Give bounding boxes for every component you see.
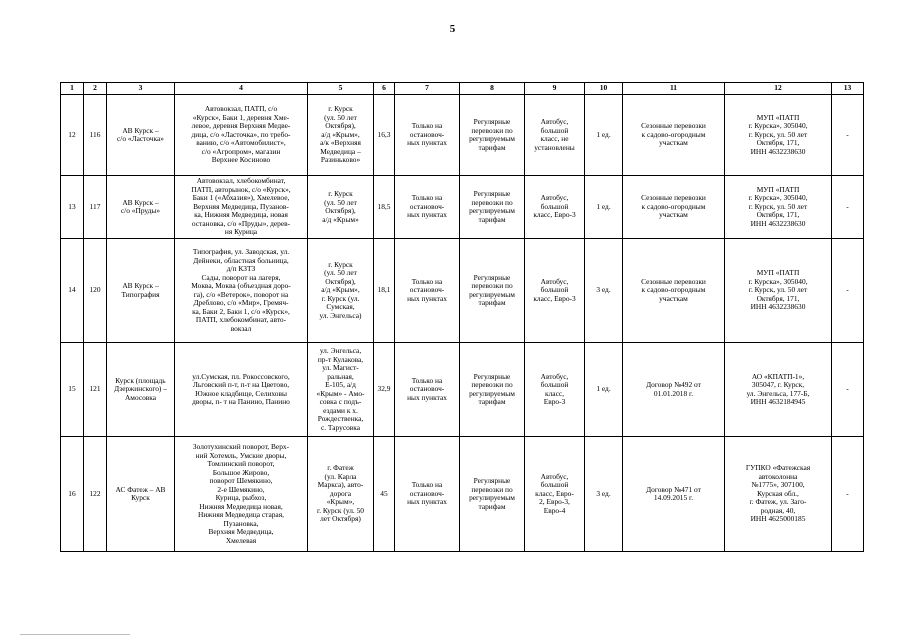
header-cell: 10 (585, 83, 623, 95)
header-cell: 4 (175, 83, 308, 95)
header-cell: 5 (308, 83, 374, 95)
route-name-cell: АВ Курск – Типография (107, 239, 175, 343)
header-cell: 1 (61, 83, 84, 95)
table-row (61, 176, 864, 239)
schedule-cell: Сезонные перевозки к садово-огородным участкам (623, 176, 725, 239)
header-cell: 11 (623, 83, 725, 95)
vehicle-cell: Автобус, большой класс, Евро-3 (525, 343, 585, 437)
length-cell: 18,5 (374, 176, 395, 239)
carrier-cell: АО «КПАТП-1», 305047, г. Курск, ул. Энгельса, 177-Б, ИНН 4632184945 (725, 343, 832, 437)
row-number-cell: 12 (61, 95, 84, 176)
vehicle-cell: Автобус, большой класс, Евро- 2, Евро-3, Евро-4 (525, 437, 585, 552)
route-name-cell: АВ Курск – с/о «Ласточка» (107, 95, 175, 176)
notes-cell: - (832, 95, 864, 176)
stops-cell: Типография, ул. Заводская, ул. Дейнеки, областная больница, д/п КЗТЗ Сады, поворот на лагеря, Моква, Моква (объездная доро- га), с/о «Ветерок», поворот на Дреблово, с/о «Мир», Гремяч- ка, Баки 2, Баки 1, с/о «Курск», ПАТП, хлебокомбинат, авто- вокзал (175, 239, 308, 343)
streets-cell: г. Курск (ул. 50 лет Октября), а/д «Крым» (308, 176, 374, 239)
transport-type-cell: Регулярные перевозки по регулируемым тарифам (460, 343, 525, 437)
stops-cell: ул.Сумская, пл. Рокоссовского, Льговский п-т, п-т на Цветово, Южное кладбище, Селиховы дворы, п- т на Панино, Панино (175, 343, 308, 437)
length-cell: 16,3 (374, 95, 395, 176)
length-cell: 18,1 (374, 239, 395, 343)
scan-edge-line (20, 634, 130, 635)
length-cell: 32,9 (374, 343, 395, 437)
row-number-cell: 15 (61, 343, 84, 437)
vehicle-count-cell: 1 ед. (585, 343, 623, 437)
route-name-cell: АС Фатеж – АВ Курск (107, 437, 175, 552)
vehicle-count-cell: 3 ед. (585, 239, 623, 343)
header-cell: 2 (84, 83, 107, 95)
boarding-cell: Только на остановоч- ных пунктах (395, 95, 460, 176)
transport-type-cell: Регулярные перевозки по регулируемым тарифам (460, 95, 525, 176)
boarding-cell: Только на остановоч- ных пунктах (395, 176, 460, 239)
carrier-cell: МУП «ПАТП г. Курска», 305040, г. Курск, ул. 50 лет Октября, 171, ИНН 4632238630 (725, 239, 832, 343)
stops-cell: Золотухинский поворот, Верх- ний Хотемль, Умские дворы, Томлинский поворот, Большое Жирово, поворот Шемякино, 2-е Шемякино, Курица, рыбхоз, Нижняя Медведица новая, Нижняя Медведица старая, Пузановка, Верхняя Медведица, Хмелевая (175, 437, 308, 552)
stops-cell: Автовокзал, хлебокомбинат, ПАТП, авторынок, с/о «Курск», Баки 1 («Абхазия»), Хмелевое, Верхняя Медведица, Пузанов- ка, Нижняя Медведица, новая остановка, с/о «Пруды», дерев- ня Курица (175, 176, 308, 239)
vehicle-cell: Автобус, большой класс, Евро-3 (525, 176, 585, 239)
boarding-cell: Только на остановоч- ных пунктах (395, 437, 460, 552)
vehicle-cell: Автобус, большой класс, Евро-3 (525, 239, 585, 343)
streets-cell: г. Фатеж (ул. Карла Маркса), авто- дорога «Крым», г. Курск (ул. 50 лет Октября) (308, 437, 374, 552)
stops-cell: Автовокзал, ПАТП, с/о «Курск», Баки 1, деревня Хме- левое, деревня Верхняя Медве- дица, с/о «Ласточка», по требо- ванию, с/о «Автомобилист», с/о «Агропром», магазин Верхнее Косиново (175, 95, 308, 176)
header-cell: 9 (525, 83, 585, 95)
carrier-cell: МУП «ПАТП г. Курска», 305040, г. Курск, ул. 50 лет Октября, 171, ИНН 4632238630 (725, 176, 832, 239)
row-number-cell: 16 (61, 437, 84, 552)
notes-cell: - (832, 239, 864, 343)
route-name-cell: АВ Курск – с/о «Пруды» (107, 176, 175, 239)
schedule-cell: Сезонные перевозки к садово-огородным участкам (623, 239, 725, 343)
notes-cell: - (832, 437, 864, 552)
boarding-cell: Только на остановоч- ных пунктах (395, 239, 460, 343)
row-number-cell: 13 (61, 176, 84, 239)
streets-cell: г. Курск (ул. 50 лет Октября), а/д «Крым», г. Курск (ул. Сумская, ул. Энгельса) (308, 239, 374, 343)
notes-cell: - (832, 176, 864, 239)
vehicle-cell: Автобус, большой класс, не установлены (525, 95, 585, 176)
vehicle-count-cell: 1 ед. (585, 176, 623, 239)
streets-cell: г. Курск (ул. 50 лет Октября), а/д «Крым», а/к «Верхняя Медведица – Разиньково» (308, 95, 374, 176)
schedule-cell: Сезонные перевозки к садово-огородным участкам (623, 95, 725, 176)
header-cell: 7 (395, 83, 460, 95)
carrier-cell: ГУПКО «Фатежская автоколонна №1775», 307100, Курская обл., г. Фатеж, ул. Заго- родная, 40, ИНН 4625000185 (725, 437, 832, 552)
header-cell: 3 (107, 83, 175, 95)
transport-type-cell: Регулярные перевозки по регулируемым тарифам (460, 176, 525, 239)
boarding-cell: Только на остановоч- ных пунктах (395, 343, 460, 437)
table-row (61, 239, 864, 343)
table-row (61, 343, 864, 437)
route-number-cell: 120 (84, 239, 107, 343)
header-cell: 12 (725, 83, 832, 95)
route-number-cell: 117 (84, 176, 107, 239)
transport-type-cell: Регулярные перевозки по регулируемым тарифам (460, 239, 525, 343)
route-number-cell: 121 (84, 343, 107, 437)
row-number-cell: 14 (61, 239, 84, 343)
length-cell: 45 (374, 437, 395, 552)
header-cell: 13 (832, 83, 864, 95)
header-cell: 8 (460, 83, 525, 95)
schedule-cell: Договор №492 от 01.01.2018 г. (623, 343, 725, 437)
route-name-cell: Курск (площадь Дзержинского) – Амосовка (107, 343, 175, 437)
header-row (61, 83, 864, 95)
vehicle-count-cell: 1 ед. (585, 95, 623, 176)
route-number-cell: 122 (84, 437, 107, 552)
streets-cell: ул. Энгельса, пр-т Кулакова, ул. Магист- ральная, Е-105, а/д «Крым» - Амо- совка с подъ- ездами к х. Рождественка, с. Тарусовка (308, 343, 374, 437)
page-number: 5 (449, 23, 456, 35)
carrier-cell: МУП «ПАТП г. Курска», 305040, г. Курск, ул. 50 лет Октября, 171, ИНН 4632238630 (725, 95, 832, 176)
vehicle-count-cell: 3 ед. (585, 437, 623, 552)
routes-table (60, 82, 864, 552)
table-row (61, 437, 864, 552)
route-number-cell: 116 (84, 95, 107, 176)
table-row (61, 95, 864, 176)
header-cell: 6 (374, 83, 395, 95)
notes-cell: - (832, 343, 864, 437)
schedule-cell: Договор №471 от 14.09.2015 г. (623, 437, 725, 552)
transport-type-cell: Регулярные перевозки по регулируемым тарифам (460, 437, 525, 552)
